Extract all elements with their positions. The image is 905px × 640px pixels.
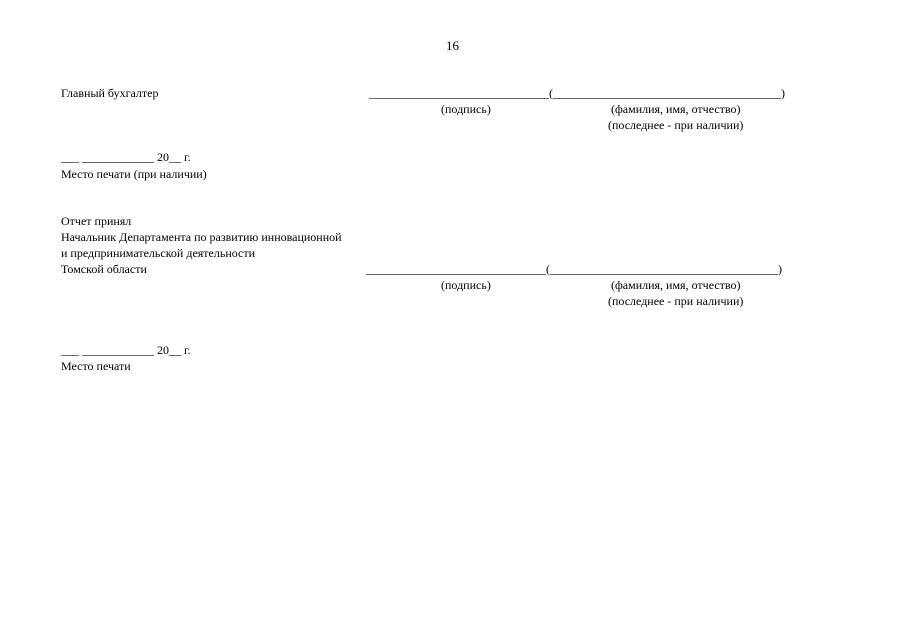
seal-place-label: Место печати (при наличии) [61, 167, 207, 181]
full-name-caption: (фамилия, имя, отчество) [611, 278, 741, 292]
date-line: ___ ____________ 20__ г. [61, 343, 191, 357]
full-name-caption: (фамилия, имя, отчество) [611, 102, 741, 116]
page-number: 16 [446, 38, 459, 53]
signature-caption: (подпись) [441, 278, 491, 292]
department-head-title-line-2: и предпринимательской деятельности [61, 246, 256, 260]
signature-caption: (подпись) [441, 102, 491, 116]
chief-accountant-signature-line: ______________________________(______________________________________) [369, 86, 785, 100]
seal-place-label: Место печати [61, 359, 131, 373]
report-accepted-label: Отчет принял [61, 214, 132, 228]
department-head-signature-line: ______________________________(______________________________________) [366, 262, 782, 276]
patronymic-note-caption: (последнее - при наличии) [608, 294, 744, 308]
department-head-title-line-1: Начальник Департамента по развитию инновационной [61, 230, 342, 244]
department-head-title-line-3: Томской области [61, 262, 147, 276]
patronymic-note-caption: (последнее - при наличии) [608, 118, 744, 132]
chief-accountant-title: Главный бухгалтер [61, 86, 159, 100]
date-line: ___ ____________ 20__ г. [61, 150, 191, 164]
